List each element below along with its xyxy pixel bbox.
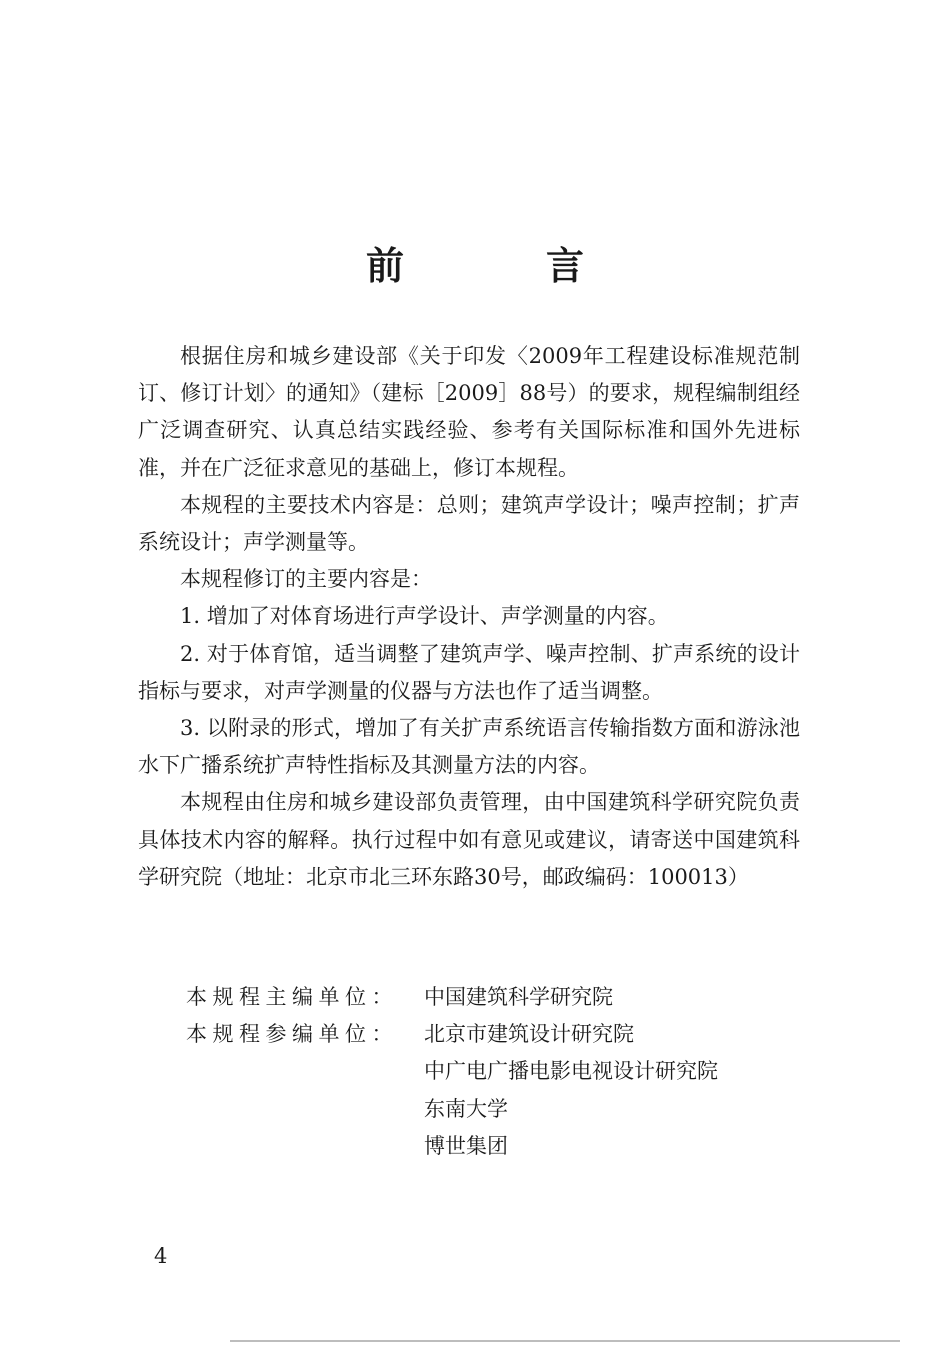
paragraph-revision-item-1: 1. 增加了对体育场进行声学设计、声学测量的内容。: [180, 604, 669, 629]
paragraph-basis: 根据住房和城乡建设部《关于印发〈2009年工程建设标准规范制订、修订计划〉的通知》（建标［2009］88号）的要求，规程编制组经广泛调查研究、认真总结实践经验、参考有关国际标准和国外先进标准，并在广泛征求意见的基础上，修订本规程。: [138, 344, 800, 480]
chief-unit-label: 本规程主编单位：: [186, 985, 398, 1009]
paragraph-technical-content: 本规程的主要技术内容是：总则；建筑声学设计；噪声控制；扩声系统设计；声学测量等。: [138, 492, 800, 555]
foreword-body: [138, 338, 800, 896]
participating-unit-name: 博世集团: [424, 1133, 508, 1158]
paragraph-revision-item-3: 3. 以附录的形式，增加了有关扩声系统语言传输指数方面和游泳池水下广播系统扩声特性指标及其测量方法的内容。: [138, 716, 800, 778]
paragraph-revision-item-2: 2. 对于体育馆，适当调整了建筑声学、噪声控制、扩声系统的设计指标与要求，对声学测量的仪器与方法也作了适当调整。: [138, 641, 800, 703]
participating-unit-row: [186, 1016, 786, 1053]
footer-divider: [230, 1340, 900, 1342]
participating-unit-row: [186, 1091, 786, 1128]
editing-units: [186, 979, 786, 1165]
page-number: 4: [154, 1244, 168, 1268]
participating-unit-row: [186, 1128, 786, 1165]
paragraph-management: 本规程由住房和城乡建设部负责管理，由中国建筑科学研究院负责具体技术内容的解释。执行过程中如有意见或建议，请寄送中国建筑科学研究院（地址：北京市北三环东路30号，邮政编码：100013）: [138, 790, 800, 889]
participating-unit-row: [186, 1053, 786, 1090]
participating-unit-name: 北京市建筑设计研究院: [424, 1022, 634, 1047]
page-title: 前 言: [365, 244, 636, 288]
participating-unit-name: 东南大学: [424, 1096, 508, 1121]
paragraph-revision-intro: 本规程修订的主要内容是：: [180, 567, 432, 592]
participating-unit-label: 本规程参编单位：: [186, 1022, 398, 1047]
participating-unit-name: 中广电广播电影电视设计研究院: [424, 1059, 718, 1084]
chief-unit-name: 中国建筑科学研究院: [424, 985, 613, 1009]
chief-unit-row: [186, 979, 786, 1016]
